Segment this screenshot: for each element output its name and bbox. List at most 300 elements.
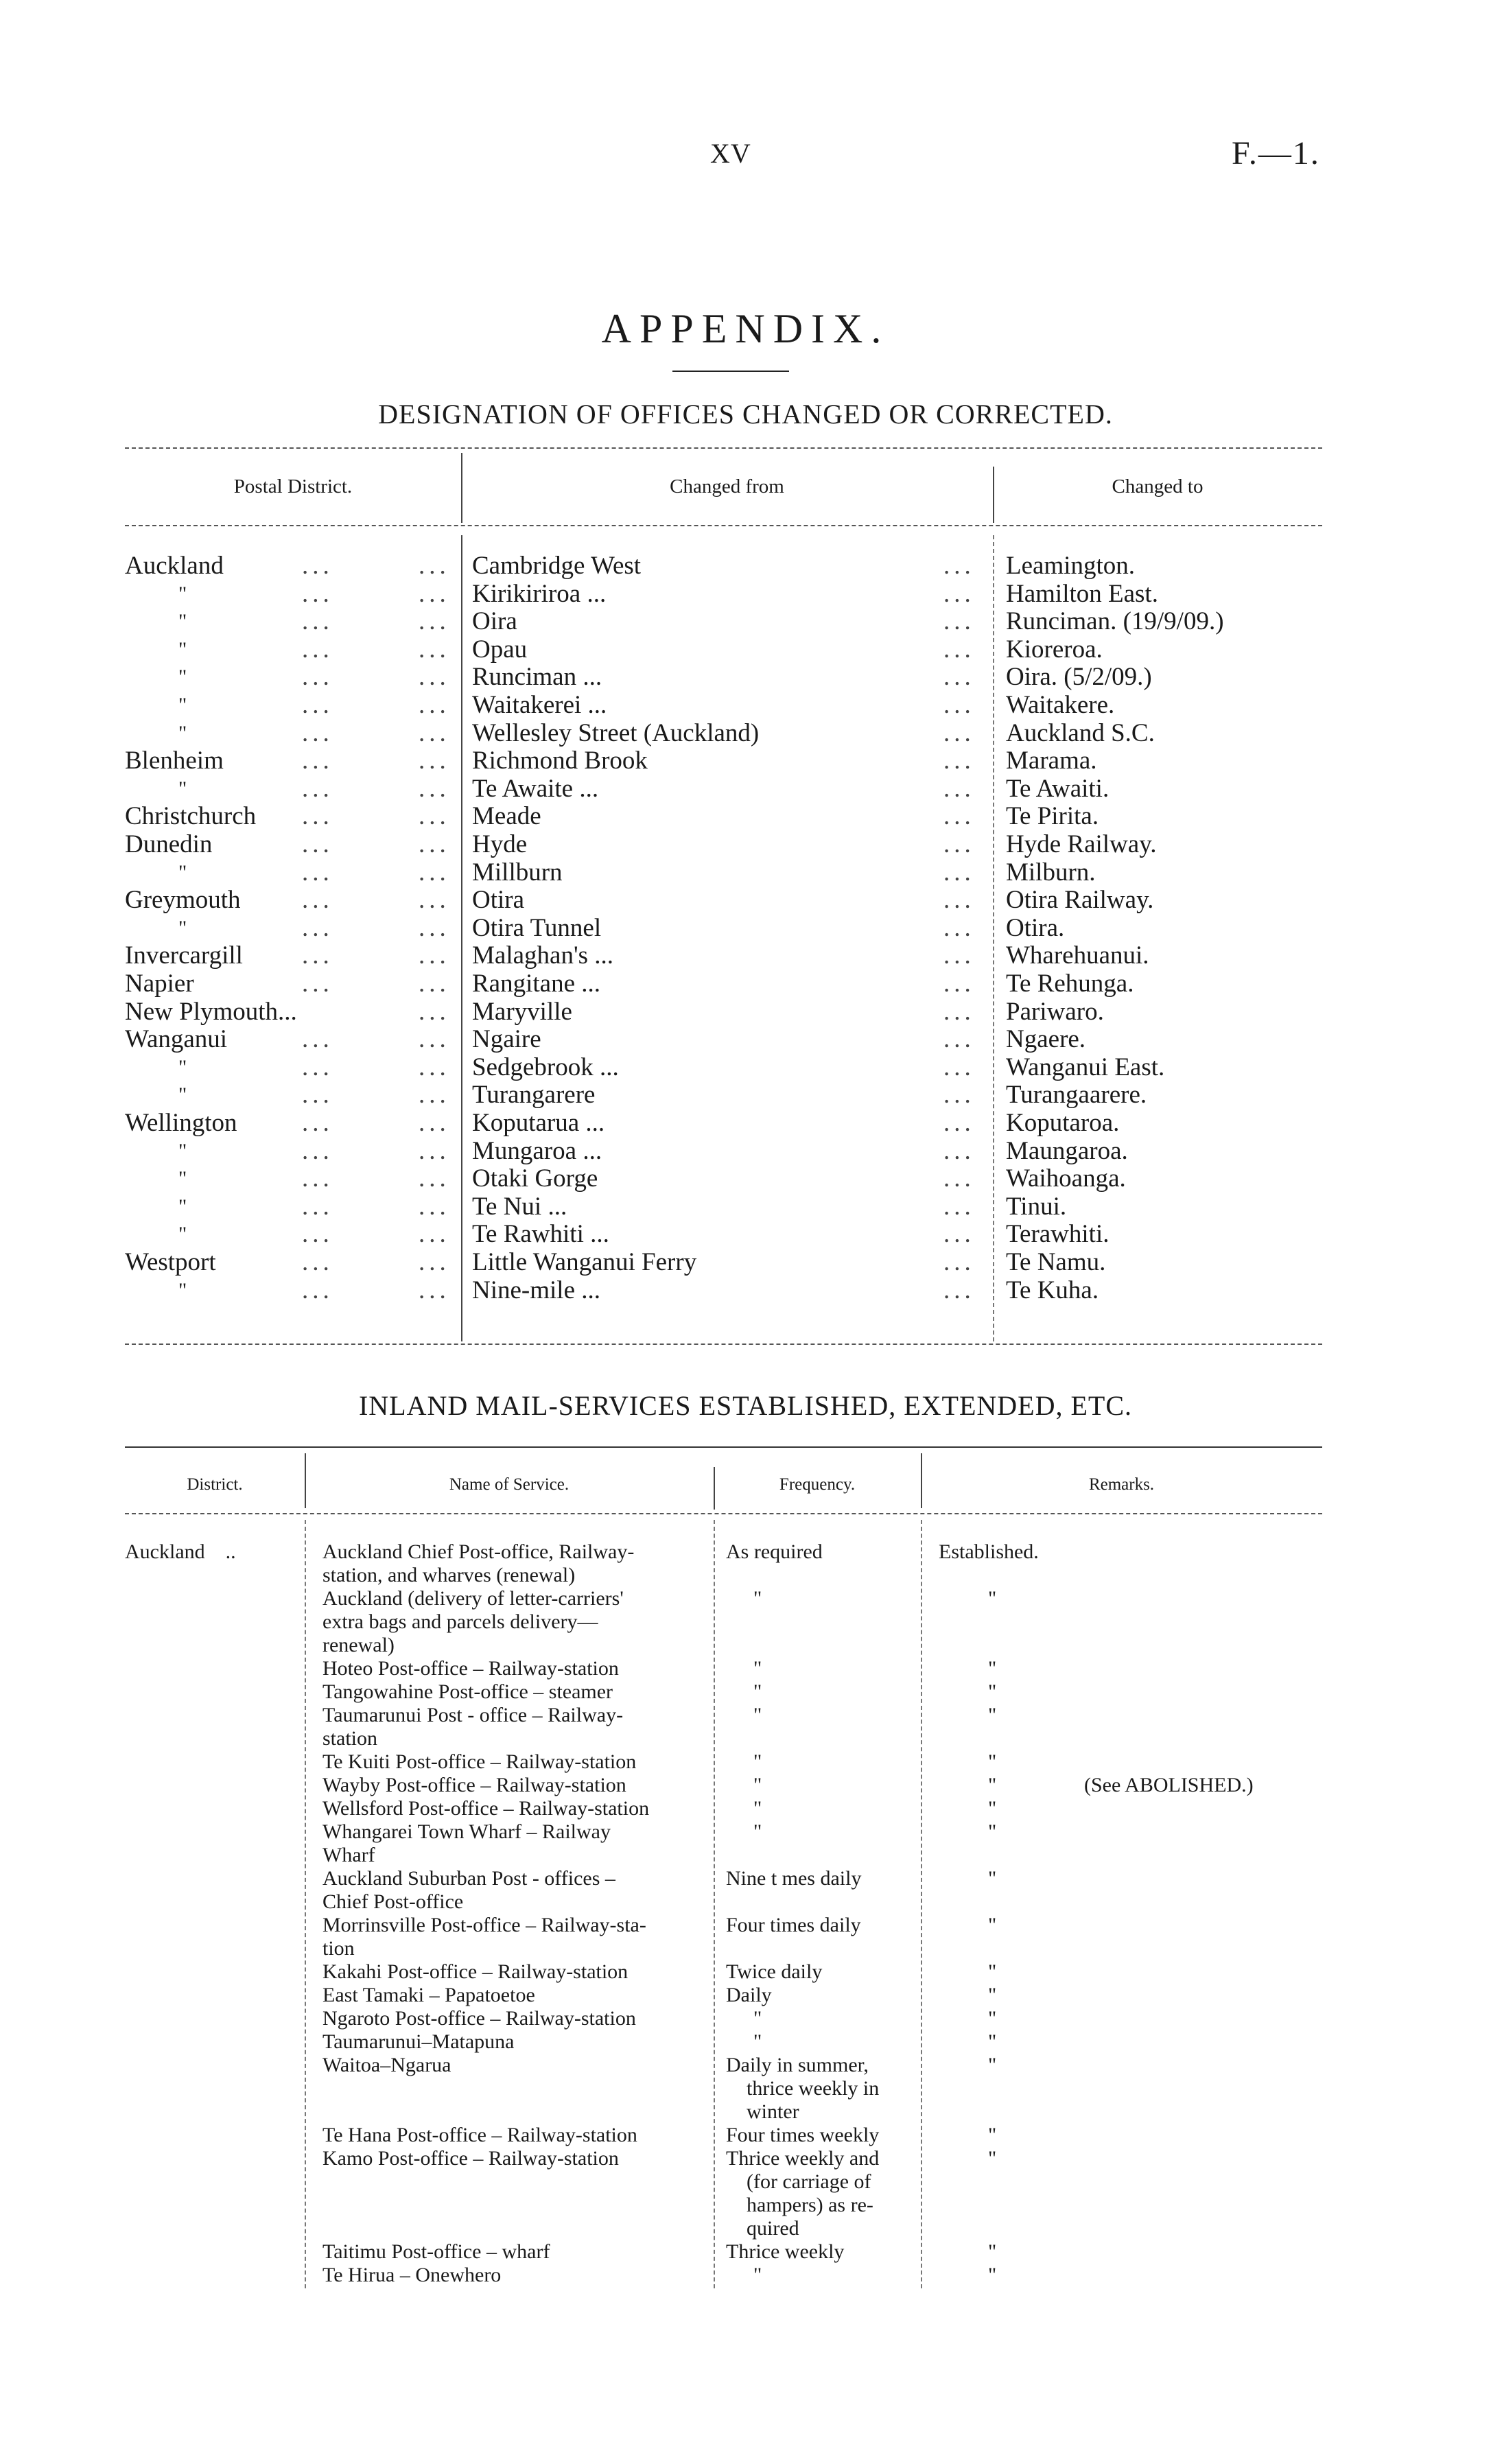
designation-row [0, 998, 1491, 1026]
district-cell: " [178, 1055, 187, 1079]
table1-header-rule [125, 525, 1322, 526]
leader-dots: ... [419, 830, 450, 858]
district-cell: " [178, 1278, 187, 1302]
leader-dots: ... [302, 1220, 333, 1249]
leader-dots: ... [943, 858, 975, 887]
frequency [726, 1540, 823, 1564]
frequency-line: " [753, 1820, 762, 1843]
district-cell: " [178, 777, 187, 800]
leader-dots: ... [943, 913, 975, 942]
frequency [726, 1820, 762, 1844]
frequency-line: " [753, 1657, 762, 1680]
designation-row [0, 1110, 1491, 1137]
changed-to-cell: Kioreroa. [1006, 635, 1103, 664]
leader-dots: ... [302, 1109, 333, 1137]
changed-from-cell: Otira [472, 886, 525, 915]
remark: " [988, 1657, 997, 1680]
district-cell: Auckland [125, 552, 224, 580]
changed-from-cell: Otira Tunnel [472, 913, 602, 942]
frequency-line: Nine t mes daily [726, 1867, 862, 1890]
remark: " [988, 1750, 997, 1773]
district-cell: " [178, 694, 187, 716]
mail-services-heading: INLAND MAIL-SERVICES ESTABLISHED, EXTENDED, ETC. [358, 1390, 1133, 1421]
table1-header-from: Changed from [670, 476, 784, 497]
table2-header-remarks: Remarks. [1088, 1475, 1155, 1494]
table1-bottom-rule [125, 1344, 1322, 1345]
designation-row [0, 720, 1491, 747]
leader-dots: ... [943, 747, 975, 775]
leader-dots: ... [419, 1220, 450, 1249]
service-line: Taitimu Post-office – wharf [322, 2240, 550, 2263]
changed-to-cell: Maungaroa. [1006, 1136, 1128, 1165]
district-cell: Blenheim [125, 747, 224, 775]
changed-to-cell: Otira. [1006, 913, 1065, 942]
leader-dots: ... [419, 552, 450, 580]
table1-top-rule [125, 447, 1322, 449]
service-name [322, 1750, 636, 1774]
leader-dots: ... [419, 1109, 450, 1137]
remark: " [988, 1587, 997, 1610]
remark-note: (See ABOLISHED.) [1084, 1774, 1254, 1796]
changed-from-cell: Waitakerei ... [472, 691, 607, 719]
leader-dots: ... [419, 970, 450, 998]
leader-dots: ... [302, 1192, 333, 1221]
service-name [322, 2147, 619, 2170]
changed-to-cell: Pariwaro. [1006, 997, 1104, 1026]
leader-dots: ... [943, 1248, 975, 1276]
changed-to-cell: Oira. (5/2/09.) [1006, 663, 1152, 692]
changed-from-cell: Millburn [472, 858, 563, 887]
service-name [322, 1587, 624, 1657]
page-title: APPENDIX. [601, 306, 890, 351]
remark: " [988, 1914, 997, 1936]
leader-dots: ... [943, 718, 975, 747]
designation-row [0, 1249, 1491, 1276]
leader-dots: ... [419, 635, 450, 664]
designation-row [0, 1221, 1491, 1248]
changed-from-cell: Nine-mile ... [472, 1276, 601, 1304]
leader-dots: ... [419, 858, 450, 887]
frequency-line: " [753, 2030, 762, 2053]
frequency [726, 2147, 879, 2240]
remark: Established. [939, 1540, 1039, 1563]
frequency-line: " [753, 1680, 762, 1703]
designation-row [0, 692, 1491, 719]
frequency-line: Four times weekly [726, 2124, 880, 2146]
changed-from-cell: Te Nui ... [472, 1192, 567, 1221]
service-line: extra bags and parcels delivery— [322, 1610, 598, 1633]
leader-dots: ... [302, 552, 333, 580]
designation-row [0, 1081, 1491, 1109]
changed-to-cell: Hamilton East. [1006, 579, 1158, 608]
service-name [322, 1680, 613, 1704]
designation-row [0, 664, 1491, 691]
leader-dots: ... [943, 1276, 975, 1304]
frequency [726, 1704, 762, 1727]
frequency [726, 1797, 762, 1820]
leader-dots: ... [302, 1164, 333, 1193]
frequency [726, 2007, 762, 2030]
designation-row [0, 1277, 1491, 1304]
frequency-line: " [753, 1750, 762, 1773]
service-line: East Tamaki – Papatoetoe [322, 1984, 535, 2006]
leader-dots: ... [943, 774, 975, 803]
service-name [322, 1540, 634, 1587]
service-line: Kamo Post-office – Railway-station [322, 2147, 619, 2170]
frequency [726, 2054, 879, 2124]
leader-dots: ... [943, 1109, 975, 1137]
service-line: Auckland Suburban Post - offices – [322, 1867, 615, 1890]
designation-row [0, 552, 1491, 580]
changed-to-cell: Milburn. [1006, 858, 1096, 887]
leader-dots: ... [419, 1192, 450, 1221]
service-name [322, 1657, 619, 1680]
frequency [726, 1750, 762, 1774]
frequency [726, 1680, 762, 1704]
service-line: Te Hirua – Onewhero [322, 2264, 502, 2286]
changed-to-cell: Waitakere. [1006, 691, 1115, 719]
designation-row [0, 608, 1491, 635]
leader-dots: ... [419, 1025, 450, 1054]
leader-dots: ... [943, 1136, 975, 1165]
leader-dots: ... [943, 970, 975, 998]
changed-to-cell: Runciman. (19/9/09.) [1006, 607, 1224, 636]
district-cell: " [178, 666, 187, 689]
leader-dots: ... [419, 691, 450, 719]
frequency-line: " [753, 1797, 762, 1820]
frequency-line: Thrice weekly [726, 2240, 845, 2263]
leader-dots: ... [302, 1248, 333, 1276]
changed-from-cell: Richmond Brook [472, 747, 648, 775]
changed-to-cell: Te Awaiti. [1006, 774, 1110, 803]
leader-dots: ... [419, 997, 450, 1026]
leader-dots: ... [302, 970, 333, 998]
frequency [726, 1914, 861, 1937]
designation-row [0, 859, 1491, 887]
service-name [322, 2264, 501, 2287]
changed-from-cell: Otaki Gorge [472, 1164, 598, 1193]
leader-dots: ... [419, 1164, 450, 1193]
remark: " [988, 1680, 997, 1703]
district-cell: " [178, 860, 187, 884]
changed-to-cell: Marama. [1006, 747, 1097, 775]
frequency-line: quired [747, 2217, 799, 2240]
leader-dots: ... [302, 886, 333, 915]
district-cell: Wanganui [125, 1025, 228, 1054]
changed-from-cell: Meade [472, 802, 541, 831]
frequency [726, 2030, 762, 2054]
frequency-line: Thrice weekly and [726, 2147, 880, 2170]
district-cell: " [178, 1139, 187, 1162]
leader-dots: ... [302, 830, 333, 858]
remark: " [988, 1960, 997, 1983]
leader-dots: ... [302, 1136, 333, 1165]
remark: " [988, 1984, 997, 2006]
changed-from-cell: Rangitane ... [472, 970, 601, 998]
service-name [322, 1914, 646, 1960]
frequency-line: (for carriage of [747, 2170, 871, 2193]
service-line: station [322, 1727, 377, 1750]
changed-to-cell: Terawhiti. [1006, 1220, 1110, 1249]
leader-dots: ... [302, 718, 333, 747]
leader-dots: ... [943, 1164, 975, 1193]
frequency-line: Daily in summer, [726, 2054, 869, 2076]
document-reference: F.—1. [1232, 135, 1320, 172]
changed-from-cell: Little Wanganui Ferry [472, 1248, 697, 1276]
district-cell: " [178, 582, 187, 605]
changed-to-cell: Te Pirita. [1006, 802, 1099, 831]
remark: " [988, 1774, 997, 1796]
designation-heading: DESIGNATION OF OFFICES CHANGED OR CORRECTED. [378, 399, 1113, 430]
frequency-line: " [753, 1774, 762, 1796]
service-name [322, 2030, 514, 2054]
frequency-line: thrice weekly in [747, 2077, 880, 2100]
remark: " [988, 1704, 997, 1726]
changed-to-cell: Te Rehunga. [1006, 970, 1134, 998]
changed-from-cell: Wellesley Street (Auckland) [472, 718, 760, 747]
leader-dots: ... [943, 607, 975, 636]
leader-dots: ... [943, 1192, 975, 1221]
service-line: renewal) [322, 1634, 395, 1656]
leader-dots: ... [943, 635, 975, 664]
leader-dots: ... [419, 1248, 450, 1276]
changed-from-cell: Ngaire [472, 1025, 541, 1054]
service-line: Wayby Post-office – Railway-station [322, 1774, 626, 1796]
changed-to-cell: Otira Railway. [1006, 886, 1154, 915]
remark: " [988, 1867, 997, 1890]
remark: " [988, 1820, 997, 1843]
leader-dots: ... [302, 607, 333, 636]
designation-row [0, 636, 1491, 664]
remark: " [988, 1797, 997, 1820]
district-cell: " [178, 1195, 187, 1218]
changed-from-cell: Mungaroa ... [472, 1136, 602, 1165]
remark: " [988, 2124, 997, 2146]
service-line: Chief Post-office [322, 1890, 464, 1913]
leader-dots: ... [302, 1025, 333, 1054]
designation-row [0, 831, 1491, 858]
district-cell: " [178, 916, 187, 939]
table2-header-frequency: Frequency. [779, 1475, 856, 1494]
leader-dots: ... [302, 913, 333, 942]
service-line: Wharf [322, 1844, 375, 1866]
frequency-line: " [753, 1704, 762, 1726]
district-cell: " [178, 1167, 187, 1190]
service-name [322, 1797, 649, 1820]
service-name [322, 1704, 623, 1750]
leader-dots: ... [943, 663, 975, 692]
changed-to-cell: Koputaroa. [1006, 1109, 1120, 1137]
table2-district: Auckland .. [125, 1540, 236, 1563]
table2-col-divider-1 [305, 1520, 306, 2288]
leader-dots: ... [419, 579, 450, 608]
table2-col-divider-2 [714, 1520, 715, 2288]
district-cell: Christchurch [125, 802, 257, 831]
leader-dots: ... [943, 691, 975, 719]
frequency-line: As required [726, 1540, 823, 1563]
leader-dots: ... [302, 663, 333, 692]
changed-to-cell: Te Namu. [1006, 1248, 1106, 1276]
frequency-line: Twice daily [726, 1960, 823, 1983]
leader-dots: ... [943, 886, 975, 915]
changed-to-cell: Wanganui East. [1006, 1053, 1165, 1081]
table2-header-rule [125, 1513, 1322, 1514]
district-cell: Dunedin [125, 830, 213, 858]
frequency [726, 2124, 879, 2147]
leader-dots: ... [419, 1053, 450, 1081]
frequency-line: " [753, 1587, 762, 1610]
changed-to-cell: Wharehuanui. [1006, 941, 1149, 970]
changed-to-cell: Te Kuha. [1006, 1276, 1099, 1304]
leader-dots: ... [302, 747, 333, 775]
table1-header-to: Changed to [1112, 476, 1204, 497]
leader-dots: ... [943, 579, 975, 608]
service-name [322, 2124, 637, 2147]
designation-row [0, 942, 1491, 970]
changed-from-cell: Malaghan's ... [472, 941, 614, 970]
changed-from-cell: Turangarere [472, 1081, 596, 1110]
leader-dots: ... [943, 1053, 975, 1081]
service-name [322, 2007, 636, 2030]
changed-from-cell: Maryville [472, 997, 572, 1026]
remark: " [988, 2054, 997, 2076]
district-cell: Westport [125, 1248, 216, 1276]
designation-row [0, 915, 1491, 942]
designation-row [0, 803, 1491, 830]
table2-header-district: District. [187, 1475, 243, 1494]
service-line: Auckland (delivery of letter-carriers' [322, 1587, 624, 1610]
leader-dots: ... [419, 663, 450, 692]
service-line: Te Hana Post-office – Railway-station [322, 2124, 637, 2146]
leader-dots: ... [419, 747, 450, 775]
leader-dots: ... [302, 1081, 333, 1110]
changed-to-cell: Waihoanga. [1006, 1164, 1126, 1193]
leader-dots: ... [302, 774, 333, 803]
service-line: Auckland Chief Post-office, Railway- [322, 1540, 635, 1563]
service-line: Taumarunui–Matapuna [322, 2030, 515, 2053]
service-line: Hoteo Post-office – Railway-station [322, 1657, 619, 1680]
leader-dots: ... [943, 1220, 975, 1249]
district-cell: New Plymouth... [125, 997, 297, 1026]
designation-row [0, 1193, 1491, 1221]
changed-from-cell: Opau [472, 635, 528, 664]
leader-dots: ... [943, 552, 975, 580]
table2-header-service: Name of Service. [449, 1475, 570, 1494]
designation-row [0, 1054, 1491, 1081]
designation-row [0, 775, 1491, 803]
leader-dots: ... [943, 941, 975, 970]
changed-from-cell: Runciman ... [472, 663, 602, 692]
leader-dots: ... [419, 718, 450, 747]
service-line: Morrinsville Post-office – Railway-sta- [322, 1914, 646, 1936]
remark: " [988, 2240, 997, 2263]
leader-dots: ... [302, 691, 333, 719]
changed-from-cell: Cambridge West [472, 552, 642, 580]
page-number: XV [710, 138, 751, 169]
leader-dots: ... [302, 1053, 333, 1081]
frequency-line: Daily [726, 1984, 772, 2006]
frequency [726, 2264, 762, 2287]
frequency [726, 1774, 762, 1797]
remark: " [988, 2007, 997, 2030]
frequency-line: Four times daily [726, 1914, 861, 1936]
leader-dots: ... [419, 774, 450, 803]
frequency-line: " [753, 2264, 762, 2286]
service-name [322, 2240, 550, 2264]
frequency [726, 1867, 861, 1890]
changed-to-cell: Hyde Railway. [1006, 830, 1157, 858]
leader-dots: ... [302, 858, 333, 887]
changed-to-cell: Leamington. [1006, 552, 1136, 580]
service-line: Whangarei Town Wharf – Railway [322, 1820, 611, 1843]
leader-dots: ... [419, 1276, 450, 1304]
service-line: tion [322, 1937, 355, 1960]
table2-col-divider-3 [921, 1520, 922, 2288]
service-line: Te Kuiti Post-office – Railway-station [322, 1750, 637, 1773]
changed-from-cell: Te Awaite ... [472, 774, 599, 803]
leader-dots: ... [302, 802, 333, 831]
district-cell: " [178, 721, 187, 744]
leader-dots: ... [419, 1081, 450, 1110]
designation-row [0, 1165, 1491, 1193]
service-name [322, 2054, 451, 2077]
frequency-line: hampers) as re- [747, 2194, 873, 2216]
changed-from-cell: Kirikiriroa ... [472, 579, 607, 608]
changed-to-cell: Tinui. [1006, 1192, 1067, 1221]
service-line: Kakahi Post-office – Railway-station [322, 1960, 629, 1983]
leader-dots: ... [419, 607, 450, 636]
frequency [726, 1984, 772, 2007]
changed-to-cell: Auckland S.C. [1006, 718, 1155, 747]
leader-dots: ... [302, 1276, 333, 1304]
designation-row [0, 1138, 1491, 1165]
changed-to-cell: Ngaere. [1006, 1025, 1086, 1054]
leader-dots: ... [302, 941, 333, 970]
changed-from-cell: Te Rawhiti ... [472, 1220, 609, 1249]
designation-row [0, 1026, 1491, 1053]
frequency-line: " [753, 2007, 762, 2030]
service-name [322, 1984, 535, 2007]
changed-from-cell: Koputarua ... [472, 1109, 605, 1137]
district-cell: Invercargill [125, 941, 243, 970]
changed-from-cell: Sedgebrook ... [472, 1053, 619, 1081]
table2-top-rule [125, 1446, 1322, 1448]
changed-from-cell: Hyde [472, 830, 528, 858]
frequency [726, 1587, 762, 1610]
service-name [322, 1820, 611, 1867]
service-line: Wellsford Post-office – Railway-station [322, 1797, 650, 1820]
designation-row [0, 970, 1491, 998]
service-line: Taumarunui Post - office – Railway- [322, 1704, 624, 1726]
district-cell: Napier [125, 970, 194, 998]
district-cell: " [178, 610, 187, 633]
district-cell: Wellington [125, 1109, 237, 1137]
frequency [726, 2240, 844, 2264]
district-cell: " [178, 1083, 187, 1107]
leader-dots: ... [419, 802, 450, 831]
district-cell: " [178, 637, 187, 661]
table1-header-district: Postal District. [233, 476, 353, 497]
service-name [322, 1960, 628, 1984]
leader-dots: ... [419, 1136, 450, 1165]
designation-row [0, 747, 1491, 775]
remark: " [988, 2147, 997, 2170]
service-line: station, and wharves (renewal) [322, 1564, 576, 1586]
changed-from-cell: Oira [472, 607, 517, 636]
leader-dots: ... [419, 886, 450, 915]
service-line: Waitoa–Ngarua [322, 2054, 451, 2076]
frequency-line: winter [747, 2100, 799, 2123]
